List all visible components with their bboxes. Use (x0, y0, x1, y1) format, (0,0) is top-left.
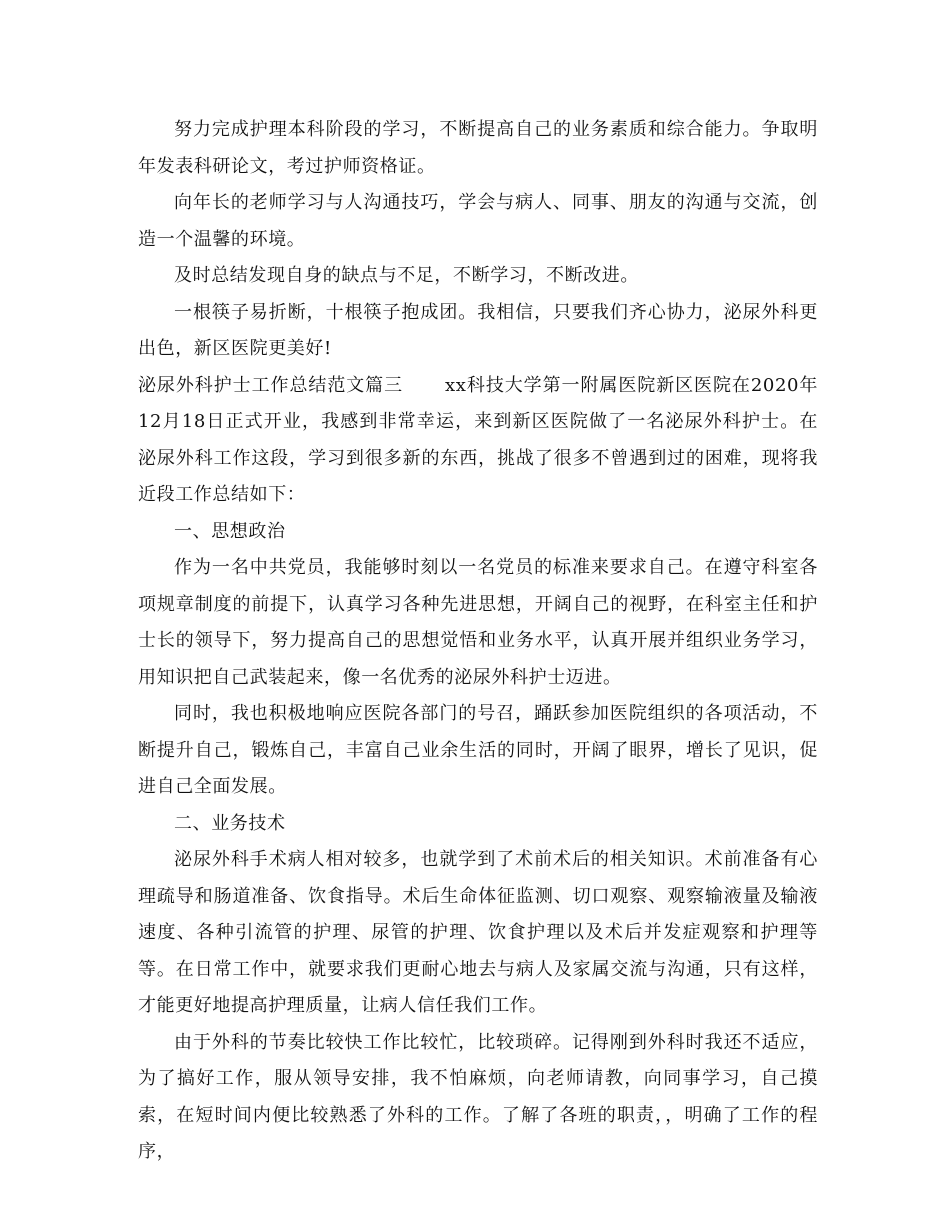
paragraph-politics-2: 同时，我也积极地响应医院各部门的号召，踊跃参加医院组织的各项活动，不断提升自己，锻炼自己，丰富自己业余生活的同时，开阔了眼界，增长了见识，促进自己全面发展。 (138, 703, 818, 797)
paragraph-politics-1: 作为一名中共党员，我能够时刻以一名党员的标准来要求自己。在遵守科室各项规章制度的前提下，认真学习各种先进思想，开阔自己的视野，在科室主任和护士长的领导下，努力提高自己的思想觉悟和业务水平，认真开展并组织业务学习，用知识把自己武装起来，像一名优秀的泌尿外科护士迈进。 (138, 557, 818, 688)
paragraph-communication: 向年长的老师学习与人沟通技巧，学会与病人、同事、朋友的沟通与交流，创造一个温馨的环境。 (138, 192, 818, 250)
section-title: 泌尿外科护士工作总结范文篇三 (138, 374, 404, 396)
section-intro-paragraph (138, 368, 818, 514)
heading-politics: 一、思想政治 (174, 520, 286, 542)
paragraph-study-goals: 努力完成护理本科阶段的学习，不断提高自己的业务素质和综合能力。争取明年发表科研论文，考过护师资格证。 (138, 119, 818, 177)
paragraph-self-review: 及时总结发现自身的缺点与不足，不断学习，不断改进。 (174, 265, 639, 286)
heading-skills: 二、业务技术 (174, 812, 286, 834)
section-intro-text: xx科技大学第一附属医院新区医院在2020年12月18日正式开业，我感到非常幸运，来到新区医院做了一名泌尿外科护士。在泌尿外科工作这段，学习到很多新的东西，挑战了很多不曾遇到过的困难，现将我近段工作总结如下： (138, 374, 818, 505)
paragraph-skills-2: 由于外科的节奏比较快工作比较忙，比较琐碎。记得刚到外科时我还不适应，为了搞好工作，服从领导安排，我不怕麻烦，向老师请教，向同事学习，自己摸索，在短时间内便比较熟悉了外科的工作。了解了各班的职责，，明确了工作的程序， (138, 1031, 818, 1162)
document-body (138, 112, 818, 1171)
paragraph-teamwork: 一根筷子易折断，十根筷子抱成团。我相信，只要我们齐心协力，泌尿外科更出色，新区医院更美好! (138, 301, 818, 359)
paragraph-skills-1: 泌尿外科手术病人相对较多，也就学到了术前术后的相关知识。术前准备有心理疏导和肠道准备、饮食指导。术后生命体征监测、切口观察、观察输液量及输液速度、各种引流管的护理、尿管的护理、饮食护理以及术后并发症观察和护理等等。在日常工作中，就要求我们更耐心地去与病人及家属交流与沟通，只有这样，才能更好地提高护理质量，让病人信任我们工作。 (138, 849, 818, 1016)
